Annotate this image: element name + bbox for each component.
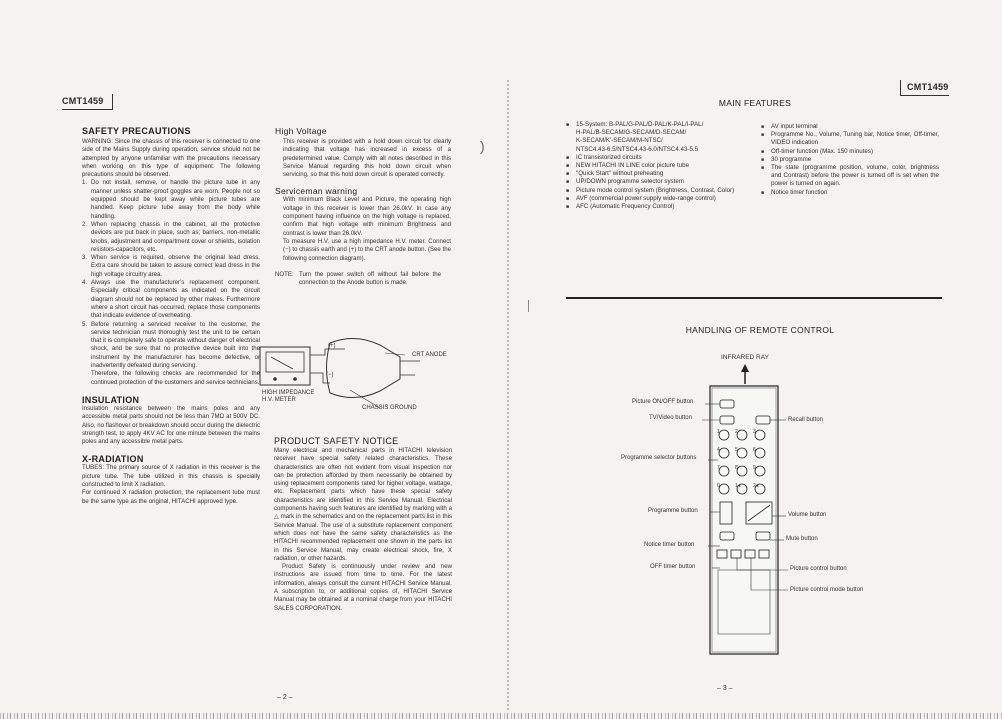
- list-item: 4. Always use the manufacturer's replacement component. Especially critical components as indicated on the circuit diagram should not be replaced by other makes. Furthermore where a short circuit has occurred, replace those components that indicate evidence of overheating.: [82, 279, 260, 320]
- diagram-minus-label: (−): [326, 372, 334, 378]
- xradiation-title: X-RADIATION: [82, 454, 144, 465]
- high-voltage-section: [275, 126, 451, 287]
- list-item: ■ Notice timer function: [761, 189, 939, 197]
- features-title: MAIN FEATURES: [718, 98, 792, 108]
- key-1[interactable]: 1: [717, 429, 720, 435]
- key-8[interactable]: 8: [735, 465, 738, 471]
- key-1-digit[interactable]: 1◂: [735, 483, 741, 489]
- safety-closing: Therefore, the following checks are recommended for the continued protection of the customers and service technicians.: [91, 370, 260, 386]
- list-item: ■ 30 programme: [761, 156, 939, 164]
- key-7[interactable]: 7: [717, 465, 720, 471]
- remote-title: HANDLING OF REMOTE CONTROL: [685, 325, 835, 335]
- key-2[interactable]: 2: [735, 429, 738, 435]
- list-item: ■ NEW HITACHI IN LINE color picture tube: [566, 162, 752, 170]
- list-item: ■ Programme No., Volume, Tuning bar, Notice timer, Off-timer, VIDEO indication: [761, 131, 939, 147]
- insulation-title: INSULATION: [82, 394, 140, 405]
- list-item: 3. When service is required, observe the original lead dress. Extra care should be taken to assure correct lead dress in the high voltage circuitry area.: [82, 254, 260, 278]
- list-item: ■ IC transistorized circuits: [566, 154, 752, 162]
- volume-button-label: Volume button: [788, 512, 827, 518]
- fold-mark: [528, 300, 529, 312]
- hv-meter-label: HIGH IMPEDANCE H.V. METER: [262, 390, 315, 403]
- picture-mode-button-label: Picture control mode button: [790, 587, 864, 593]
- crt-tube: [327, 338, 401, 397]
- page-number-left: – 2 –: [277, 694, 293, 701]
- list-item: ■ AFC (Automatic Frequency Control): [566, 203, 752, 211]
- page-fold: [507, 80, 509, 710]
- list-item: 2. When replacing chassis in the cabinet, all the protective devices are put back in place, such as; barriers, non-metallic knobs, adjustment and compartment cover or shields, isolation resistors-capacitors, etc.: [82, 220, 260, 253]
- product-safety-title: PRODUCT SAFETY NOTICE: [274, 436, 399, 446]
- safety-intro: WARNING: Since the chassis of this receiver is connected to one side of the Mains Supply during operation, service should not be attempted by anyone unfamiliar with the precautions necessary when working on this type of equipment. The following precautions should be observed.: [82, 138, 260, 179]
- key-0[interactable]: 0: [717, 483, 720, 489]
- list-item: ■ AV input terminal: [761, 123, 939, 131]
- key-9[interactable]: 9: [753, 465, 756, 471]
- xradiation-text-1: TUBES: The primary source of X radiation in this receiver is the picture tube. The tube utilized in this chassis is specially constructed to limit X radiation.: [82, 464, 260, 488]
- key-4[interactable]: 4: [717, 447, 720, 453]
- picture-control-button-label: Picture control button: [790, 566, 847, 572]
- serviceman-title: Serviceman warning: [275, 186, 358, 197]
- key-2-digit[interactable]: 2◂: [753, 483, 759, 489]
- insulation-text: Insulation resistance between the mains poles and any accessible metal parts should not be less than 7MΩ at 500V DC. Also, no flashover or breakdown should occur during the dielectric strength test, to apply 4KV AC for one minute between the mains poles and any accessible metal parts.: [82, 404, 260, 446]
- high-voltage-title: High Voltage: [275, 126, 327, 136]
- meter-dial: [266, 352, 304, 372]
- serviceman-text-2: To measure H.V. use a high impedance H.V. meter. Connect (−) to chassis earth and (+) to the CRT anode button. (See the following connection diagram).: [283, 237, 451, 262]
- list-item: ■ AVF (commercial power supply wide-range control): [566, 195, 752, 203]
- product-safety-text-2: Product Safety is continuously under review and new instructions are issued from time to time. For the latest information, always consult the current HITACHI Service Manual. A subscription to, or additional copies of, HITACHI Service Manual may be obtained at a nominal charge from your HITACHI SALES CORPORATION.: [274, 563, 452, 612]
- recall-button-label: Recall button: [788, 417, 824, 423]
- power-button-label: Picture ON/OFF button: [632, 399, 694, 405]
- programme-selector-label: Programme selector buttons: [621, 455, 697, 461]
- list-item: ■ The state (programme position, volume, color, brightness and Contrast) before the power is turned off is set when the power is turned on again.: [761, 164, 939, 189]
- note-block: [275, 271, 451, 288]
- model-label-left: CMT1459: [62, 94, 113, 110]
- product-safety-text-1: Many electrical and mechanical parts in HITACHI television receiver have special safety related characteristics. These characteristics are often not evident from visual inspection nor can be protection afforded by them necessarily be obtained by using replacement components rated for higher voltage, wattage, etc. Replacement parts which have these special safety characteristics are identified in this Service Manual. Electrical components having such features are identified by marking with a △ mark in the schematics and on the replacement parts list in this Service Manual. The use of a substitute replacement component which does not have the same safety characteristics as the HITACHI recommended replacement one shown in the parts list in this Service Manual, may create electrical shock, fire, X radiation, or other hazards.: [274, 447, 452, 562]
- safety-list: [82, 179, 260, 370]
- off-timer-button-label: OFF timer button: [650, 564, 696, 570]
- features-list-1: [566, 121, 752, 211]
- list-item: ■ 15-System: B-PAL/G-PAL/D-PAL/K-PAL/I-PAL/ H-PAL/B-SECAM/G-SECAM/D-SECAM/ K-SECAM/K'-SECAM/M-NTSC/ NTSC4.43-6.5/NTSC4.43-6.0/NTSC4.43-5.5: [566, 121, 752, 154]
- chassis-ground-label: CHASSIS GROUND: [362, 405, 417, 411]
- meter-needle: [271, 357, 293, 369]
- xradiation-text-2: For continued X radiation protection, the replacement tube must be the same type as the original, HITACHI approved type.: [82, 489, 260, 505]
- hole-punch-mark: ): [480, 138, 485, 154]
- infrared-arrow-icon: [741, 364, 749, 372]
- diagram-plus-label: (+): [328, 343, 336, 349]
- page-number-right: – 3 –: [717, 685, 733, 692]
- features-list-2: [761, 123, 939, 197]
- list-item: ■ UP/DOWN programme selector system: [566, 178, 752, 186]
- scan-edge-noise: [0, 713, 1002, 719]
- list-item: ■ "Quick Start" without preheating: [566, 170, 752, 178]
- key-5[interactable]: 5: [735, 447, 738, 453]
- programme-button-label: Programme button: [648, 508, 698, 514]
- safety-section: [82, 126, 260, 506]
- product-safety-section: [274, 436, 452, 613]
- safety-title: SAFETY PRECAUTIONS: [82, 126, 191, 136]
- tv-video-button-label: TV/Video button: [649, 415, 692, 421]
- list-item: 5. Before returning a serviced receiver to the customer, the service technician must thoroughly test the unit to be certain that it is completely safe to operate without danger of electrical shock, and be sure that no protective device built into the instrument by the manufacturer has become defective, or inadvertently defeated during servicing.: [82, 320, 260, 370]
- crt-anode-label: CRT ANODE: [412, 352, 447, 358]
- key-3[interactable]: 3: [753, 429, 756, 435]
- key-6[interactable]: 6: [753, 447, 756, 453]
- list-item: ■ Off-timer function (Max. 150 minutes): [761, 148, 939, 156]
- mute-button-label: Mute button: [786, 536, 818, 542]
- list-item: ■ Picture mode control system (Brightness, Contrast, Color): [566, 187, 752, 195]
- notice-timer-button-label: Notice timer button: [644, 542, 695, 548]
- high-voltage-text: This receiver is provided with a hold down circuit for clearly indicating that voltage has increased in excess of a predetermined value. Comply with all notes described in this Service Manual regarding this hold down circuit when servicing, so that this hold down circuit is operated correctly.: [283, 138, 451, 179]
- infrared-label: INFRARED RAY: [721, 354, 769, 361]
- serviceman-text: With minimum Black Level and Picture, the operating high voltage in this receiver is lower than 26.0kV. In case any component having influence on the high voltage is replaced, confirm that high voltage with minimum Brightness and contrast is lower than 26.0kV.: [283, 196, 451, 237]
- section-divider: [566, 297, 942, 299]
- note-label: NOTE:: [275, 270, 294, 278]
- list-item: 1. Do not install, remove, or handle the picture tube in any manner unless shatter-proof goggles are worn. People not so equipped should be kept away while picture tubes are handled. Keep picture tube away from the body while handling.: [82, 179, 260, 220]
- meter-box: [260, 347, 310, 385]
- model-label-right: CMT1459: [900, 80, 949, 96]
- note-text: Turn the power switch off without fail before the connection to the Anode button is made.: [299, 270, 441, 287]
